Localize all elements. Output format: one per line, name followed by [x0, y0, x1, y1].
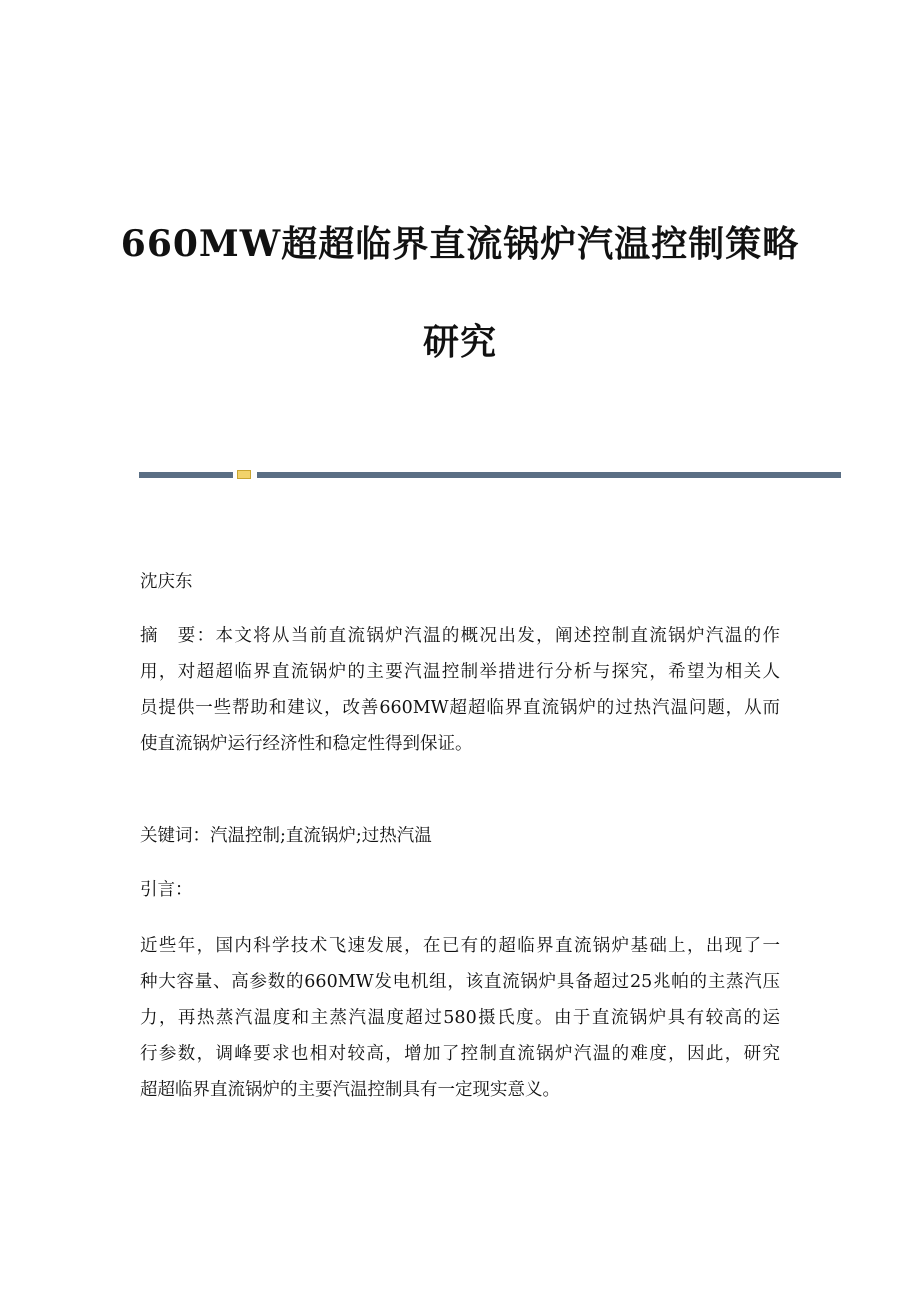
abstract-line: 员提供一些帮助和建议，改善660MW超超临界直流锅炉的过热汽温问题，从而 [140, 698, 780, 718]
intro-heading: 引言： [140, 880, 193, 900]
intro-line: 近些年，国内科学技术飞速发展，在已有的超临界直流锅炉基础上，出现了一 [140, 936, 780, 956]
divider-ornament-icon [237, 470, 251, 479]
abstract-line: 使直流锅炉运行经济性和稳定性得到保证。 [140, 734, 473, 754]
author-name: 沈庆东 [140, 572, 193, 592]
divider-bar-left [139, 472, 233, 478]
intro-line: 行参数，调峰要求也相对较高，增加了控制直流锅炉汽温的难度，因此，研究 [140, 1044, 780, 1064]
intro-line: 种大容量、高参数的660MW发电机组，该直流锅炉具备超过25兆帕的主蒸汽压 [140, 972, 780, 992]
abstract-line: 用，对超超临界直流锅炉的主要汽温控制举措进行分析与探究，希望为相关人 [140, 662, 780, 682]
keywords-line: 关键词：汽温控制;直流锅炉;过热汽温 [140, 826, 432, 846]
abstract-paragraph [140, 618, 780, 762]
title-divider [139, 470, 841, 479]
intro-line: 超超临界直流锅炉的主要汽温控制具有一定现实意义。 [140, 1080, 560, 1100]
document-title-line-2: 研究 [422, 321, 497, 363]
intro-line: 力，再热蒸汽温度和主蒸汽温度超过580摄氏度。由于直流锅炉具有较高的运 [140, 1008, 780, 1028]
document-title-line-1: 660MW超超临界直流锅炉汽温控制策略 [120, 223, 800, 265]
divider-bar-right [257, 472, 841, 478]
intro-paragraph [140, 928, 780, 1108]
abstract-line: 摘 要：本文将从当前直流锅炉汽温的概况出发，阐述控制直流锅炉汽温的作 [140, 626, 780, 646]
